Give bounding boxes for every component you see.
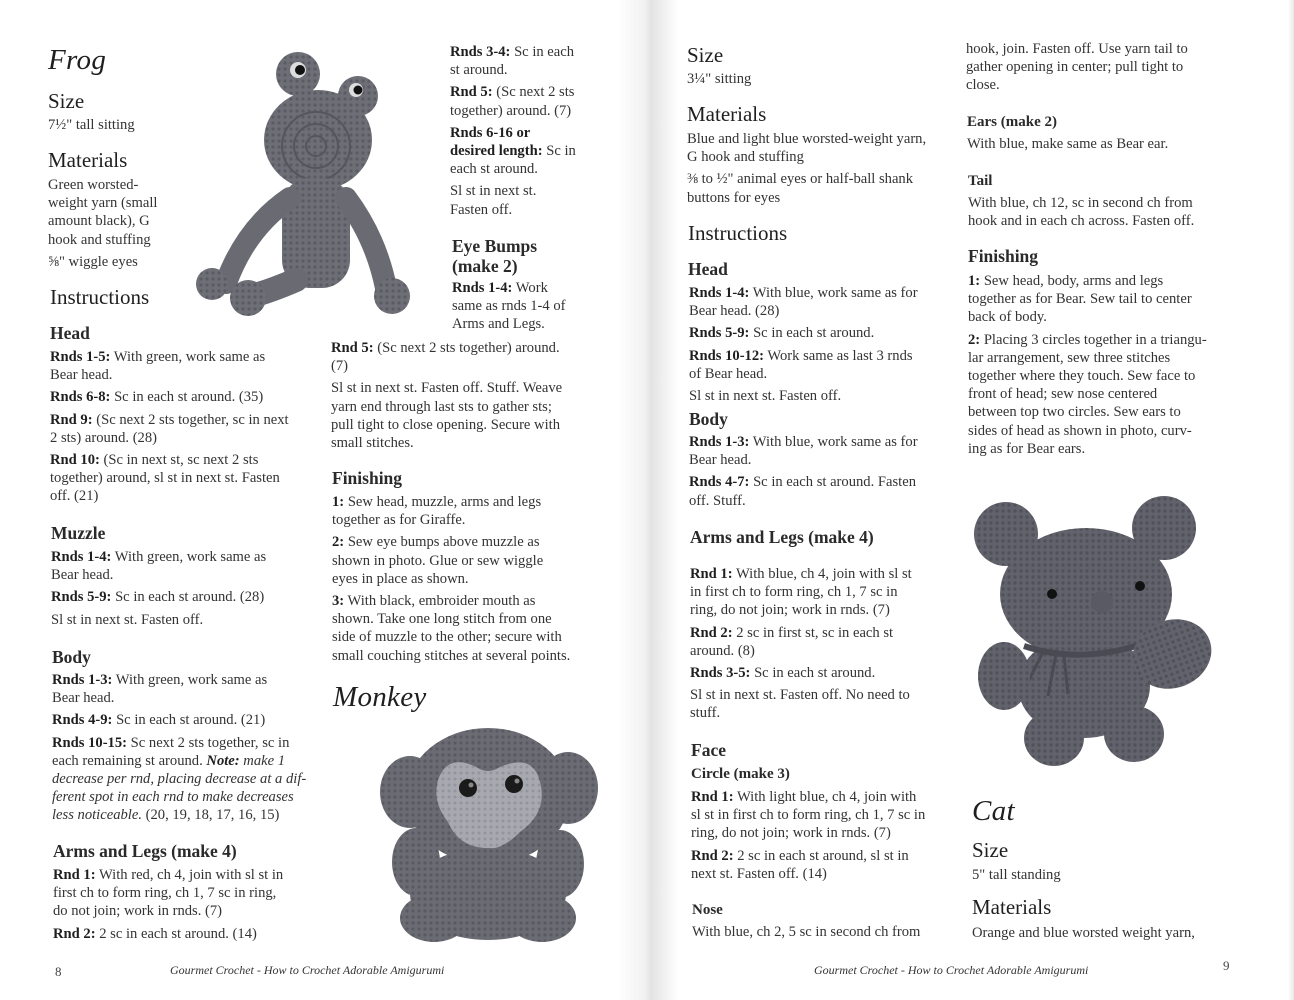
frog-head-heading: Head (50, 323, 90, 343)
right-page-number: 9 (1223, 958, 1230, 973)
frog-materials-text: Green worsted- weight yarn (small amount black), G hook and stuffing (48, 177, 158, 248)
eye-bumps-continued: Rnd 5: (Sc next 2 sts together) around. (7) Sl st in next st. Fasten off. Stuff. Weave yarn end through last sts to gather sts; pull tight to close opening. Secure with small stitches. (331, 340, 563, 452)
frog-finishing-section: 1: Sew head, muzzle, arms and legs together as for Giraffe. 2: Sew eye bumps above muzzle as shown in photo. Glue or sew wiggle eyes in place as shown. 3: With black, embroider mouth as shown. Take one long stitch from one side of muzzle to the other; secure with small couching stitches at several points. (332, 494, 571, 664)
monkey-materials-text: Blue and light blue worsted-weight yarn, G hook and stuffing ⅜ to ½" animal eyes or half-ball shank buttons for eyes (687, 131, 927, 206)
monkey-materials-heading: Materials (687, 102, 767, 126)
monkey-title: Monkey (333, 681, 427, 713)
monkey-tail-text: With blue, ch 12, sc in second ch from hook and in each ch across. Fasten off. (968, 195, 1195, 230)
frog-amigurumi-photo (186, 48, 426, 318)
eye-bumps-heading: Eye Bumps (make 2) (452, 236, 538, 276)
monkey-finishing-section: 1: Sew head, body, arms and legs together as for Bear. Sew tail to center back of body. 2: Placing 3 circles together in a triangu- lar arrangement, sew three stitches together where they touch. Sew face to front of head; sew nose centered between top two circles. Sew ears to sides of head as shown in photo, curv- ing as for Bear ears. (968, 273, 1207, 457)
page-edge (1288, 0, 1294, 1000)
monkey-instructions-heading: Instructions (688, 221, 788, 245)
monkey-circle-subheading: Circle (make 3) (691, 766, 790, 782)
frog-muzzle-heading: Muzzle (51, 523, 106, 543)
bear-amigurumi-photo (964, 490, 1224, 770)
monkey-size-heading: Size (687, 43, 724, 67)
monkey-amigurumi-photo (368, 722, 598, 947)
monkey-arms-legs-section: Rnd 1: With blue, ch 4, join with sl st in first ch to form ring, ch 1, 7 sc in ring, do not join; work in rnds. (7) Rnd 2: 2 sc in first st, sc in each st around. (8) Rnds 3-5: Sc in each st around. Sl st in next st. Fasten off. No need to stuff. (690, 566, 912, 722)
frog-arms-legs-continued: Rnds 3-4: Sc in each st around. Rnd 5: (Sc next 2 sts together) around. (7) Rnds 6-16 or desired length: Sc in each st around. Sl st in next st. Fasten off. (450, 44, 576, 218)
monkey-size-text: 3¼" sitting (687, 71, 752, 87)
monkey-nose-text: With blue, ch 2, 5 sc in second ch from (692, 924, 921, 940)
monkey-ears-text: With blue, make same as Bear ear. (967, 136, 1169, 152)
frog-instructions-heading: Instructions (50, 285, 150, 309)
cat-size-heading: Size (972, 838, 1009, 862)
monkey-face-section: Rnd 1: With light blue, ch 4, join with sl st in first ch to form ring, ch 1, 7 sc in ring, do not join; work in rnds. (7) Rnd 2: 2 sc in each st around, sl st in next st. Fasten off. (14) (691, 789, 926, 882)
monkey-body-heading: Body (689, 409, 728, 429)
monkey-tail-heading: Tail (968, 173, 993, 189)
right-page (648, 0, 1294, 1000)
monkey-head-heading: Head (688, 259, 728, 279)
frog-arms-legs-section: Rnd 1: With red, ch 4, join with sl st in first ch to form ring, ch 1, 7 sc in ring, do not join; work in rnds. (7) Rnd 2: 2 sc in each st around. (14) (53, 867, 284, 942)
cat-title: Cat (972, 795, 1015, 827)
frog-finishing-heading: Finishing (332, 468, 403, 488)
frog-body-section: Rnds 1-3: With green, work same as Bear head. Rnds 4-9: Sc in each st around. (21) Rnds 10-15: Sc next 2 sts together, sc in each remaining st around. Note: make 1 decrease per rnd, placing decrease at a dif- ferent spot in each rnd to make decreases less noticeable. (20, 19, 18, 17, 16, 15) (52, 672, 307, 824)
monkey-nose-heading: Nose (692, 902, 723, 918)
cat-materials-heading: Materials (972, 895, 1052, 919)
frog-size-heading: Size (48, 89, 85, 113)
monkey-body-section: Rnds 1-3: With blue, work same as for Bear head. Rnds 4-7: Sc in each st around. Fasten off. Stuff. (689, 434, 918, 509)
frog-muzzle-section: Rnds 1-4: With green, work same as Bear head. Rnds 5-9: Sc in each st around. (28) Sl st in next st. Fasten off. (51, 549, 267, 628)
cat-materials-text: Orange and blue worsted weight yarn, (972, 925, 1195, 941)
left-page (0, 0, 640, 1000)
frog-body-heading: Body (52, 647, 91, 667)
cat-size-text: 5" tall standing (972, 867, 1061, 883)
monkey-head-section: Rnds 1-4: With blue, work same as for Bear head. (28) Rnds 5-9: Sc in each st around. Rnds 10-12: Work same as last 3 rnds of Bear head. Sl st in next st. Fasten off. (689, 285, 918, 405)
left-page-number: 8 (55, 964, 62, 979)
frog-materials-heading: Materials (48, 148, 128, 172)
left-running-title: Gourmet Crochet - How to Crochet Adorable Amigurumi (170, 963, 445, 977)
frog-title: Frog (48, 44, 107, 76)
frog-materials-eyes: ⅝" wiggle eyes (48, 254, 138, 270)
monkey-face-heading: Face (691, 740, 726, 760)
right-running-title: Gourmet Crochet - How to Crochet Adorable Amigurumi (814, 963, 1089, 977)
monkey-finishing-heading: Finishing (968, 246, 1039, 266)
eye-bumps-section: Rnds 1-4: Work same as rnds 1-4 of Arms and Legs. (452, 280, 566, 333)
monkey-ears-heading: Ears (make 2) (967, 114, 1057, 130)
monkey-nose-continued: hook, join. Fasten off. Use yarn tail to gather opening in center; pull tight to close. (966, 41, 1188, 94)
frog-head-section: Rnds 1-5: With green, work same as Bear head. Rnds 6-8: Sc in each st around. (35) Rnd 9: (Sc next 2 sts together, sc in next 2 sts) around. (28) Rnd 10: (Sc in next st, sc next 2 sts together) around, sl st in next st. Fasten off. (21) (50, 349, 289, 505)
frog-arms-legs-heading: Arms and Legs (make 4) (53, 841, 237, 861)
frog-size-text: 7½" tall sitting (48, 117, 135, 133)
monkey-arms-legs-heading: Arms and Legs (make 4) (690, 527, 874, 547)
